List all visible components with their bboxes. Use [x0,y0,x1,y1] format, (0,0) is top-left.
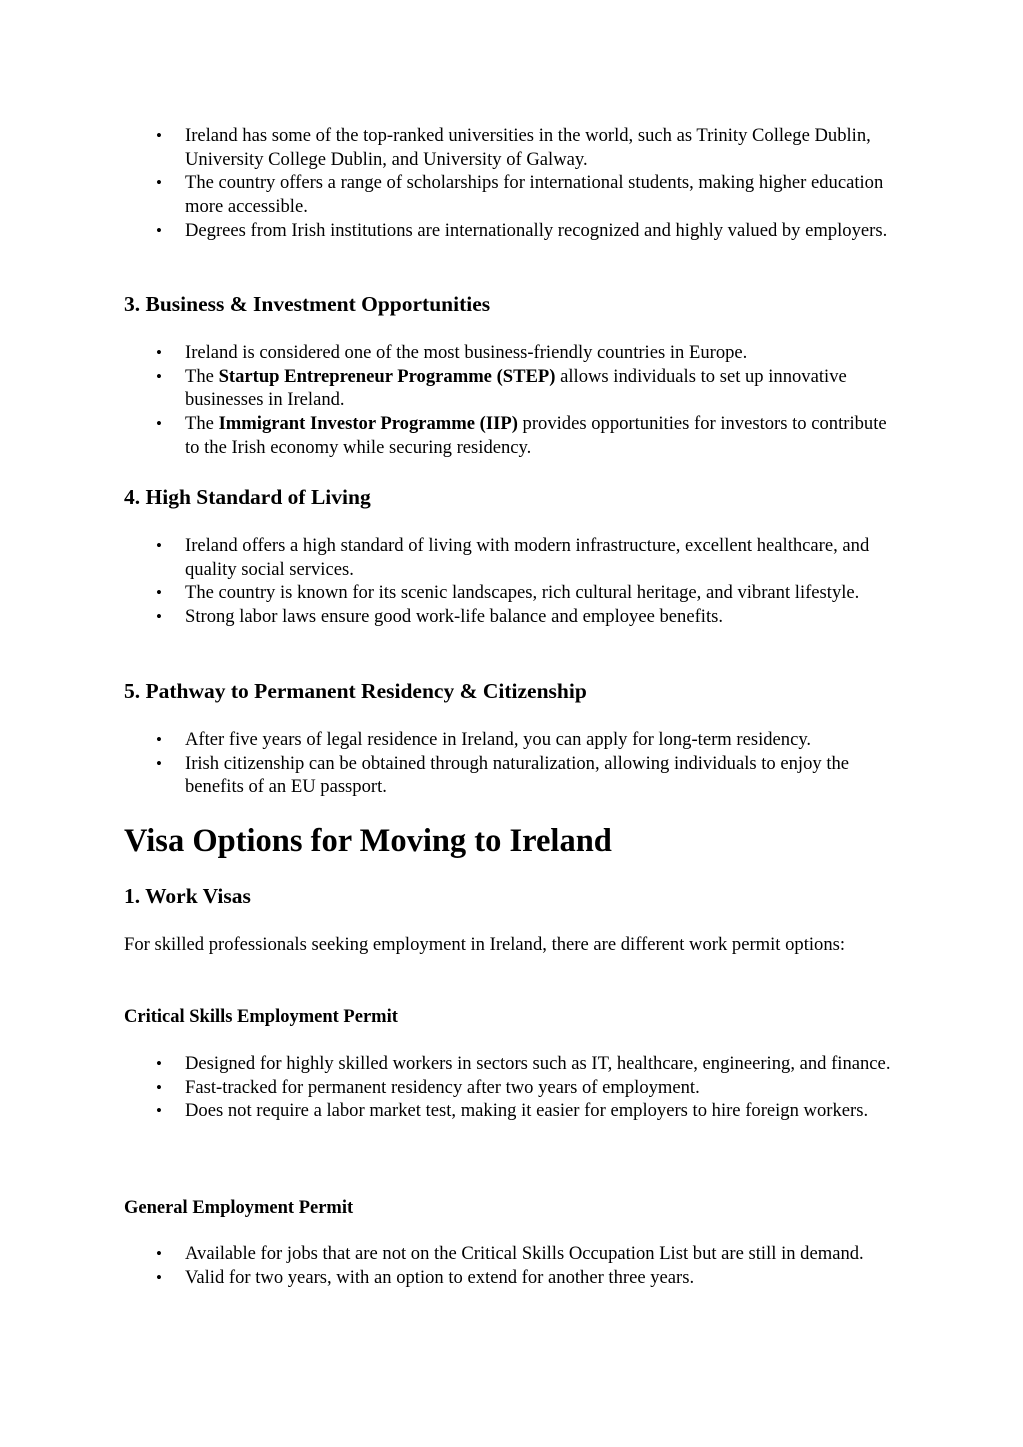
pathway-bullet-list [124,728,904,799]
education-bullet-list [124,124,904,243]
general-employment-bullet-list [124,1242,904,1289]
subheading-critical-skills: Critical Skills Employment Permit [124,1007,398,1027]
list-item: • Available for jobs that are not on the Critical Skills Occupation List but are still in demand. [124,1242,904,1266]
list-item: • Valid for two years, with an option to extend for another three years. [124,1266,904,1290]
section-heading-business: 3. Business & Investment Opportunities [124,292,491,316]
text: provides opportunities for investors to contribute to the Irish economy while securing residency. [185,413,887,458]
critical-skills-bullet-list [124,1052,904,1123]
step-program-name: Startup Entrepreneur Programme (STEP) [218,365,556,387]
living-bullet-list [124,534,904,629]
list-item: • The country offers a range of scholarships for international students, making higher education more accessible. [124,171,904,218]
list-item: • Designed for highly skilled workers in sectors such as IT, healthcare, engineering, and finance. [124,1052,904,1076]
list-item: • Does not require a labor market test, making it easier for employers to hire foreign workers. [124,1099,904,1123]
list-item: • Ireland is considered one of the most business-friendly countries in Europe. [124,341,904,365]
work-visas-intro: For skilled professionals seeking employment in Ireland, there are different work permit options: [124,934,846,955]
text: The [185,413,219,435]
text: allows individuals to set up innovative businesses in Ireland. [185,365,847,411]
list-item: • Fast-tracked for permanent residency after two years of employment. [124,1076,904,1100]
list-item: • The country is known for its scenic landscapes, rich cultural heritage, and vibrant lifestyle. [124,581,904,605]
section-heading-pathway: 5. Pathway to Permanent Residency & Citizenship [124,679,587,703]
list-item: • After five years of legal residence in Ireland, you can apply for long-term residency. [124,728,904,752]
section-heading-work-visas: 1. Work Visas [124,884,251,908]
list-item [124,365,904,412]
text: The [185,365,219,387]
list-item: • Irish citizenship can be obtained through naturalization, allowing individuals to enjoy the benefits of an EU passport. [124,752,904,799]
list-item [124,412,904,459]
business-bullet-list [124,341,904,460]
list-item: • Ireland offers a high standard of living with modern infrastructure, excellent healthcare, and quality social services. [124,534,904,581]
iip-program-name: Immigrant Investor Programme (IIP) [218,413,518,435]
subheading-general-employment: General Employment Permit [124,1198,354,1218]
list-item: • Strong labor laws ensure good work-life balance and employee benefits. [124,605,904,629]
list-item: • Degrees from Irish institutions are internationally recognized and highly valued by employers. [124,219,904,243]
visa-options-title: Visa Options for Moving to Ireland [124,823,612,859]
section-heading-living: 4. High Standard of Living [124,485,371,509]
list-item: • Ireland has some of the top-ranked universities in the world, such as Trinity College Dublin, University College Dublin, and University of Galway. [124,124,904,171]
